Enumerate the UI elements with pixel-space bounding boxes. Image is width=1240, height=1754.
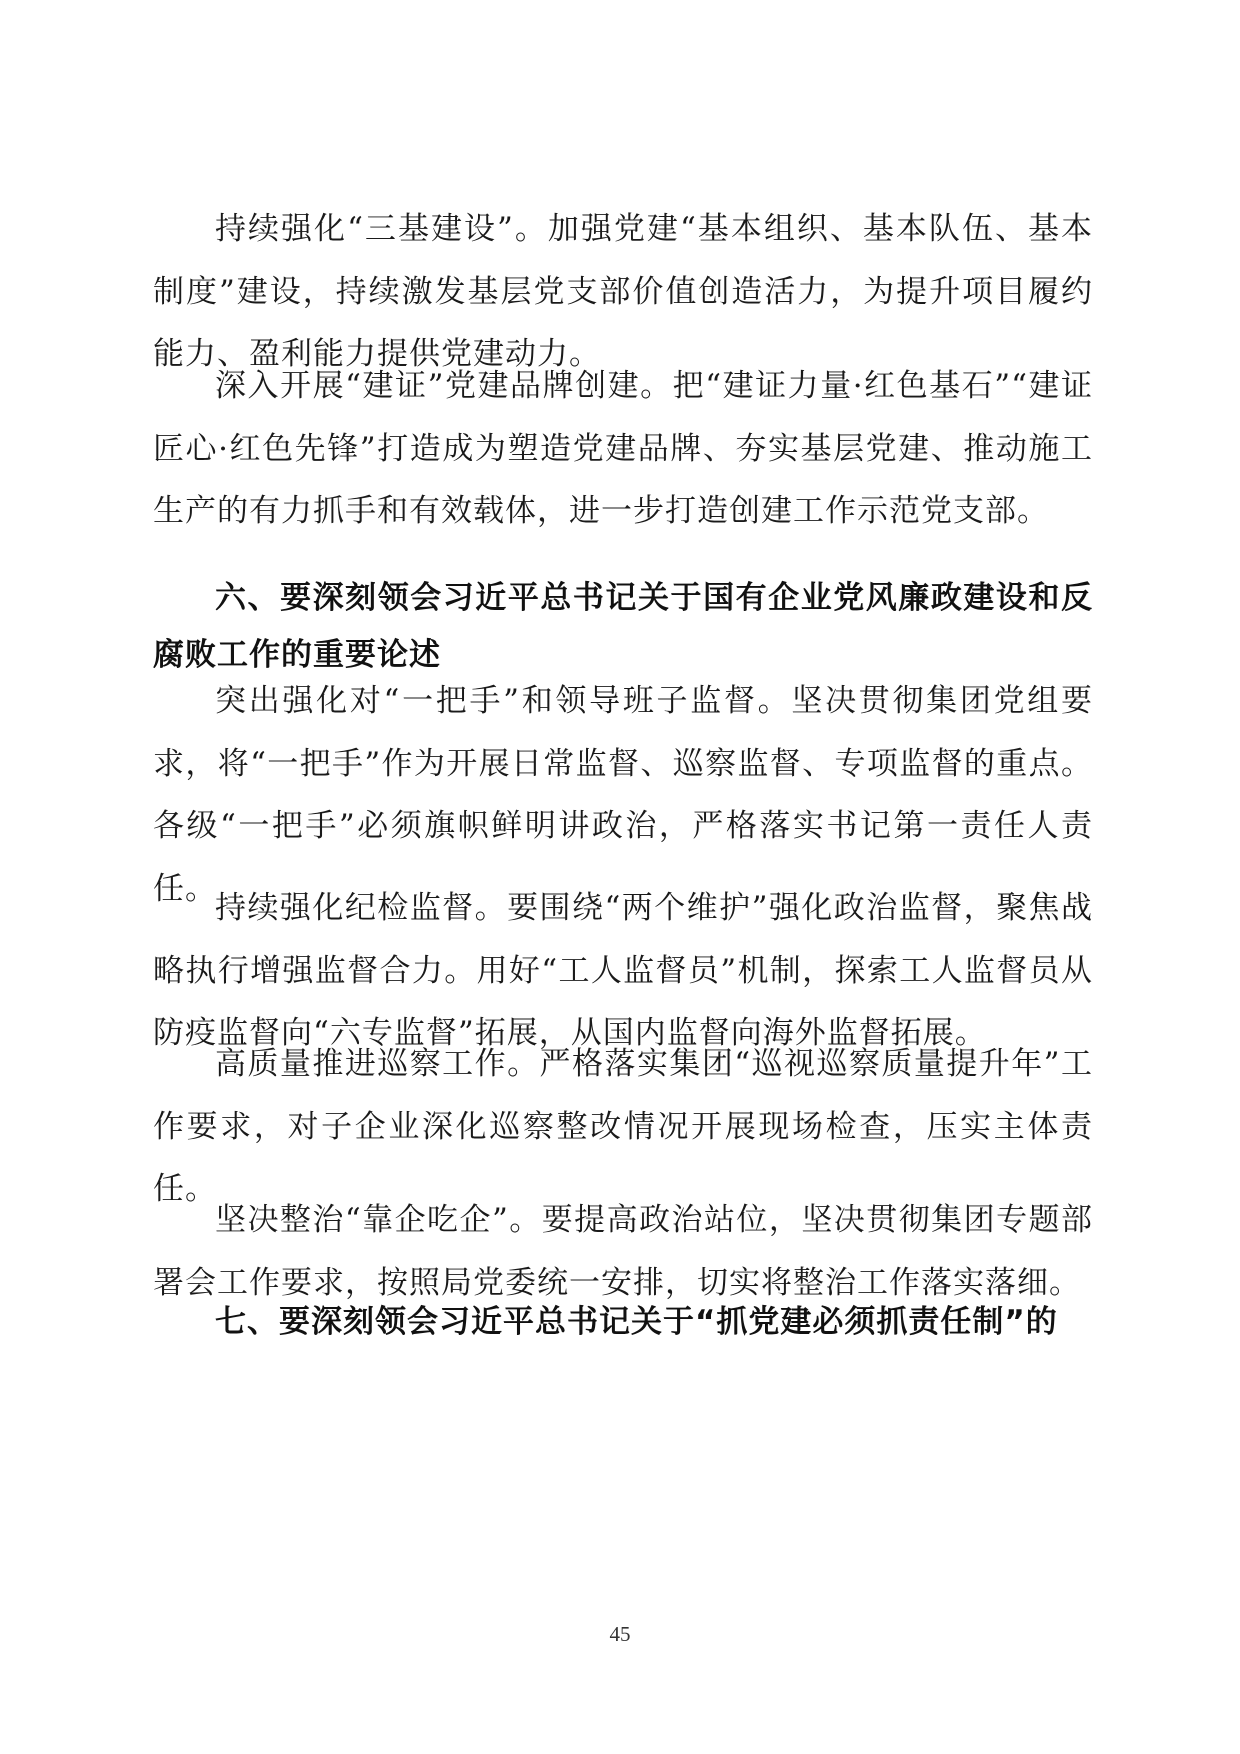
section-heading-six: 六、要深刻领会习近平总书记关于国有企业党风廉政建设和反腐败工作的重要论述 <box>153 580 1093 673</box>
page-number: 45 <box>609 1622 631 1646</box>
section-heading-seven: 七、要深刻领会习近平总书记关于“抓党建必须抓责任制”的 <box>215 1304 1058 1340</box>
paragraph-party-brand: 深入开展“建证”党建品牌创建。把“建证力量·红色基石”“建证匠心·红色先锋”打造成为塑造党建品牌、夯实基层党建、推动施工生产的有力抓手和有效载体，进一步打造创建工作示范党支部。 <box>153 368 1093 529</box>
paragraph-rectification: 坚决整治“靠企吃企”。要提高政治站位，坚决贯彻集团专题部署会工作要求，按照局党委统一安排，切实将整治工作落实落细。 <box>153 1202 1093 1301</box>
document-page <box>153 0 1093 1754</box>
paragraph-discipline-supervision: 持续强化纪检监督。要围绕“两个维护”强化政治监督，聚焦战略执行增强监督合力。用好“工人监督员”机制，探索工人监督员从防疫监督向“六专监督”拓展，从国内监督向海外监督拓展。 <box>153 890 1093 1051</box>
paragraph-three-foundations: 持续强化“三基建设”。加强党建“基本组织、基本队伍、基本制度”建设，持续激发基层党支部价值创造活力，为提升项目履约能力、盈利能力提供党建动力。 <box>153 211 1093 372</box>
paragraph-inspection-work: 高质量推进巡察工作。严格落实集团“巡视巡察质量提升年”工作要求，对子企业深化巡察整改情况开展现场检查，压实主体责任。 <box>153 1046 1093 1207</box>
paragraph-leader-supervision: 突出强化对“一把手”和领导班子监督。坚决贯彻集团党组要求，将“一把手”作为开展日常监督、巡察监督、专项监督的重点。各级“一把手”必须旗帜鲜明讲政治，严格落实书记第一责任人责任。 <box>153 683 1093 907</box>
